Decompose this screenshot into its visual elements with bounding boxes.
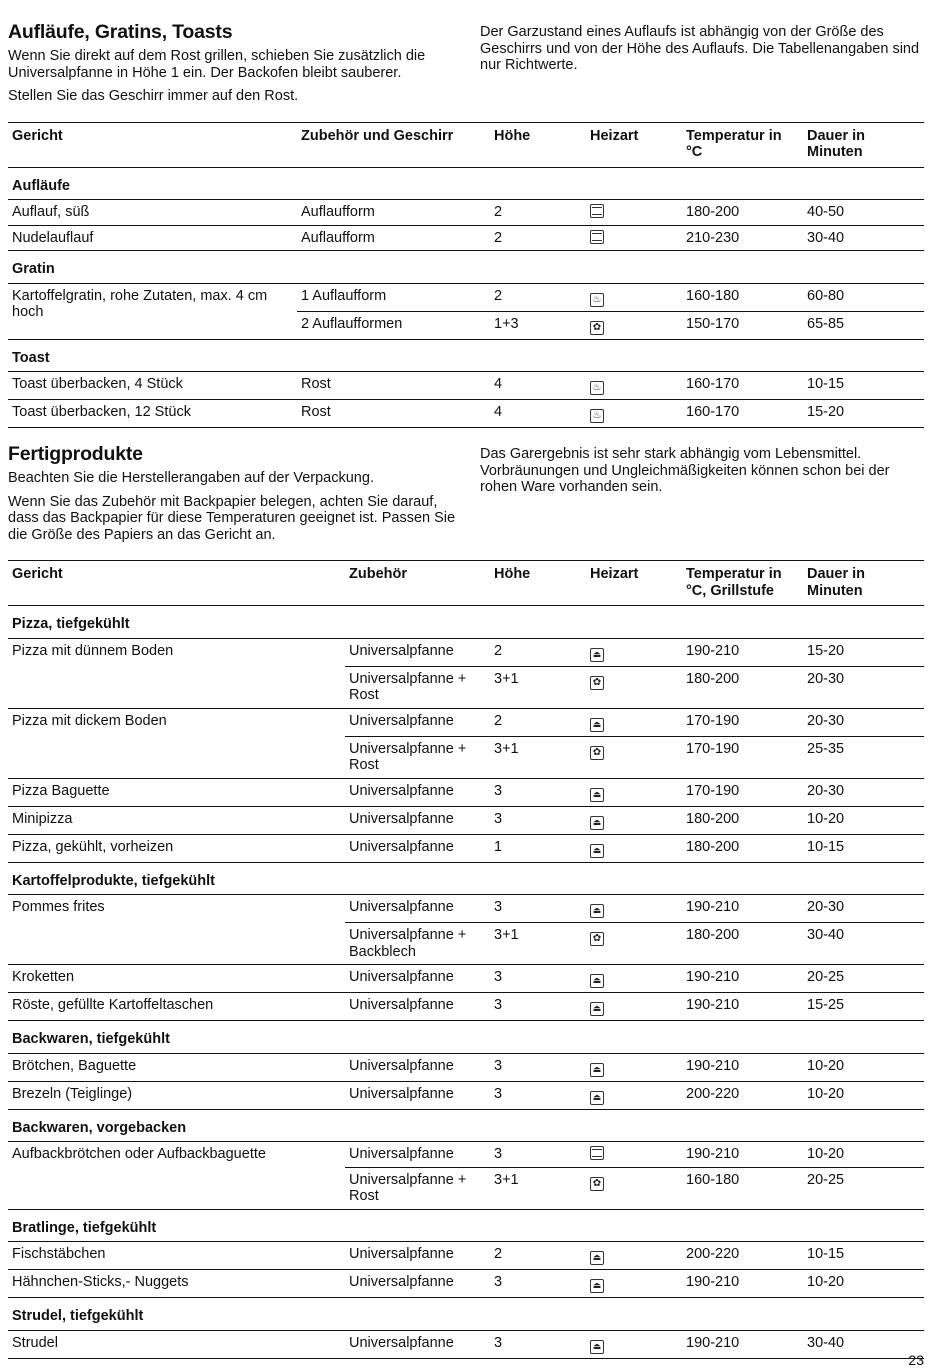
cell-temp: 160-180 — [686, 1171, 740, 1188]
table-row — [8, 1270, 924, 1298]
cell-temp: 180-200 — [686, 670, 740, 687]
table-row — [8, 993, 924, 1021]
table-row — [8, 834, 924, 862]
col-temperatur: Temperatur in °C, Grillstufe — [686, 566, 782, 599]
pizza-setting-icon — [590, 788, 604, 802]
hot-air-icon — [590, 321, 604, 335]
cell-level: 3 — [494, 782, 503, 799]
cell-time: 60-80 — [803, 283, 924, 311]
grill-fan-icon — [590, 381, 604, 395]
cell-dish: Kroketten — [12, 969, 75, 985]
cell-temp: 190-210 — [682, 638, 803, 666]
cell-time: 10-20 — [807, 1085, 845, 1102]
cell-accessory: Universalpfanne — [349, 1274, 454, 1290]
cell-accessory: Universalpfanne — [349, 810, 454, 827]
group-label: Strudel, tiefgekühlt — [12, 1308, 144, 1324]
col-gericht: Gericht — [12, 127, 63, 144]
cell-level: 3 — [494, 969, 503, 985]
cell-level: 2 — [494, 204, 503, 220]
cell-time: 10-15 — [807, 838, 845, 855]
cell-heat — [586, 400, 682, 428]
cell-level: 3+1 — [494, 1171, 519, 1188]
cell-dish: Strudel — [12, 1334, 58, 1351]
cell-level: 3 — [494, 1334, 503, 1351]
cell-dish: Brezeln (Teiglinge) — [12, 1085, 133, 1102]
pizza-setting-icon — [590, 1251, 604, 1265]
cell-accessory: Universalpfanne — [349, 1085, 454, 1102]
pizza-setting-icon — [590, 816, 604, 830]
pizza-setting-icon — [590, 844, 604, 858]
group-label: Backwaren, tiefgekühlt — [12, 1031, 170, 1047]
cell-temp: 180-200 — [686, 927, 740, 943]
cell-time: 20-30 — [807, 782, 845, 799]
intro-paragraph: Stellen Sie das Geschirr immer auf den Rost. — [8, 88, 299, 104]
pizza-setting-icon — [590, 1279, 604, 1293]
group-row — [8, 1209, 924, 1242]
pizza-setting-icon — [590, 1091, 604, 1105]
cell-accessory: Rost — [301, 376, 331, 392]
table-row — [8, 806, 924, 834]
group-row — [8, 339, 924, 372]
cell-heat — [586, 778, 682, 806]
pizza-setting-icon — [590, 1340, 604, 1354]
cell-heat — [586, 225, 682, 251]
group-label: Toast — [12, 349, 50, 366]
hot-air-icon — [590, 1177, 604, 1191]
cell-time: 30-40 — [807, 229, 845, 246]
cell-level: 4 — [494, 376, 503, 392]
group-row — [8, 1298, 924, 1331]
cell-time: 15-25 — [807, 997, 845, 1013]
table-row — [8, 1081, 924, 1109]
table-row — [8, 1053, 924, 1081]
section-title: Aufläufe, Gratins, Toasts — [8, 21, 233, 43]
col-hoehe: Höhe — [494, 127, 531, 144]
cell-accessory: Universalpfanne — [345, 708, 490, 736]
cell-heat — [586, 923, 682, 965]
pizza-setting-icon — [590, 718, 604, 732]
cell-accessory: 2 Auflaufformen — [301, 315, 403, 332]
intro-note: Das Garergebnis ist sehr stark abhängig vom Lebensmittel. Vorbräunungen und Ungleichmäßigkeiten können schon bei der rohen Ware vorhanden sein. — [480, 446, 890, 495]
col-heizart: Heizart — [590, 127, 639, 144]
cell-heat — [586, 806, 682, 834]
cell-dish: Pommes frites — [8, 895, 345, 965]
cell-dish: Pizza mit dünnem Boden — [8, 638, 345, 708]
table-row — [8, 1142, 924, 1168]
cell-level: 3 — [494, 1057, 503, 1074]
cell-dish: Fischstäbchen — [12, 1246, 106, 1262]
col-hoehe: Höhe — [494, 566, 531, 582]
intro-paragraph: Wenn Sie das Zubehör mit Backpapier belegen, achten Sie darauf, dass das Backpapier für diese Temperaturen geeignet ist. Passen Sie die Größe des Papiers an das Gericht an. — [8, 493, 456, 543]
cell-level: 4 — [494, 404, 503, 420]
table-row — [8, 372, 924, 400]
cell-accessory: Universalpfanne — [349, 838, 454, 855]
cell-heat — [586, 283, 682, 311]
cell-dish: Kartoffelgratin, rohe Zutaten, max. 4 cm hoch — [8, 283, 297, 339]
cell-level: 3+1 — [494, 927, 519, 943]
cell-heat — [586, 638, 682, 666]
page — [8, 0, 924, 1359]
cell-time: 10-20 — [807, 810, 845, 827]
hot-air-icon — [590, 676, 604, 690]
cell-time: 20-30 — [803, 895, 924, 923]
cell-heat — [586, 895, 682, 923]
cell-temp: 190-210 — [686, 997, 740, 1013]
cell-dish: Brötchen, Baguette — [12, 1057, 137, 1074]
cell-level: 3+1 — [494, 670, 519, 687]
cell-heat — [586, 1167, 682, 1209]
col-zubehoer: Zubehör und Geschirr — [301, 127, 454, 144]
pizza-setting-icon — [590, 904, 604, 918]
cell-level: 2 — [490, 283, 586, 311]
section-title: Fertigprodukte — [8, 443, 143, 465]
cell-temp: 160-180 — [682, 283, 803, 311]
cell-temp: 190-210 — [682, 1142, 803, 1168]
cell-level: 1+3 — [494, 315, 519, 332]
table-fertigprodukte — [8, 560, 924, 1359]
cell-level: 2 — [494, 229, 503, 246]
cell-dish: Aufbackbrötchen oder Aufbackbaguette — [8, 1142, 345, 1210]
cell-temp: 190-210 — [686, 969, 740, 985]
cell-dish: Nudelauflauf — [12, 229, 94, 246]
section-fertigprodukte — [8, 428, 924, 1359]
cell-time: 40-50 — [807, 204, 845, 220]
cell-temp: 190-210 — [686, 1334, 740, 1351]
cell-heat — [586, 1242, 682, 1270]
cell-accessory: Auflaufform — [301, 204, 375, 220]
cell-heat — [586, 311, 682, 339]
cell-level: 3 — [494, 1274, 503, 1290]
cell-accessory: Universalpfanne + Rost — [349, 1171, 467, 1204]
cell-accessory: Universalpfanne — [345, 1142, 490, 1168]
cell-temp: 160-170 — [686, 404, 740, 420]
hot-air-icon — [590, 746, 604, 760]
group-row — [8, 606, 924, 639]
cell-heat — [586, 736, 682, 778]
cell-temp: 180-200 — [686, 838, 740, 855]
top-bottom-heat-icon — [590, 204, 604, 218]
cell-time: 20-25 — [807, 969, 845, 985]
col-dauer: Dauer in Minuten — [807, 127, 866, 160]
cell-temp: 170-190 — [686, 782, 740, 799]
cell-temp: 200-220 — [686, 1246, 740, 1262]
cell-time: 15-20 — [803, 638, 924, 666]
cell-temp: 170-190 — [686, 740, 740, 757]
grill-fan-icon — [590, 293, 604, 307]
cell-level: 1 — [494, 838, 503, 855]
table-row — [8, 1242, 924, 1270]
cell-temp: 170-190 — [682, 708, 803, 736]
cell-time: 10-20 — [807, 1057, 845, 1074]
table-row — [8, 708, 924, 736]
cell-time: 20-30 — [803, 708, 924, 736]
cell-heat — [586, 834, 682, 862]
cell-time: 30-40 — [807, 927, 845, 943]
cell-time: 15-20 — [807, 404, 845, 420]
cell-time: 65-85 — [807, 315, 845, 332]
cell-accessory: 1 Auflaufform — [297, 283, 490, 311]
pizza-setting-icon — [590, 974, 604, 988]
cell-accessory: Universalpfanne — [349, 997, 454, 1013]
group-label: Kartoffelprodukte, tiefgekühlt — [12, 872, 216, 889]
table-row — [8, 225, 924, 251]
cell-time: 10-15 — [807, 1246, 845, 1262]
cell-temp: 180-200 — [686, 810, 740, 827]
cell-accessory: Universalpfanne + Rost — [349, 740, 467, 773]
cell-dish: Hähnchen-Sticks,- Nuggets — [12, 1274, 189, 1290]
cell-temp: 190-210 — [686, 1274, 740, 1290]
cell-dish: Pizza, gekühlt, vorheizen — [12, 838, 174, 855]
table-row — [8, 638, 924, 666]
col-dauer: Dauer in Minuten — [807, 566, 866, 599]
cell-level: 3+1 — [494, 740, 519, 757]
cell-dish: Auflauf, süß — [12, 204, 90, 220]
col-gericht: Gericht — [12, 566, 63, 582]
cell-time: 10-20 — [803, 1142, 924, 1168]
cell-level: 3 — [494, 997, 503, 1013]
cell-temp: 200-220 — [686, 1085, 740, 1102]
cell-time: 25-35 — [807, 740, 845, 757]
cell-level: 3 — [490, 1142, 586, 1168]
cell-temp: 210-230 — [686, 229, 740, 246]
group-row — [8, 167, 924, 200]
group-label: Aufläufe — [12, 177, 70, 194]
group-label: Backwaren, vorgebacken — [12, 1119, 187, 1136]
cell-dish: Röste, gefüllte Kartoffeltaschen — [12, 997, 214, 1013]
hot-air-icon — [590, 932, 604, 946]
cell-heat — [586, 993, 682, 1021]
cell-accessory: Rost — [301, 404, 331, 420]
cell-accessory: Universalpfanne — [349, 1057, 454, 1074]
table-row — [8, 895, 924, 923]
table-header — [8, 122, 924, 167]
cell-temp: 180-200 — [686, 204, 740, 220]
cell-accessory: Universalpfanne — [349, 1246, 454, 1262]
cell-heat — [586, 1053, 682, 1081]
cell-time: 30-40 — [807, 1334, 845, 1351]
top-bottom-heat-icon — [590, 1146, 604, 1160]
group-row — [8, 862, 924, 895]
cell-heat — [586, 708, 682, 736]
table-row — [8, 965, 924, 993]
group-row — [8, 251, 924, 284]
cell-accessory: Universalpfanne — [349, 1334, 454, 1351]
cell-time: 10-20 — [807, 1274, 845, 1290]
cell-heat — [586, 200, 682, 226]
table-row — [8, 778, 924, 806]
cell-level: 2 — [494, 1246, 503, 1262]
cell-accessory: Universalpfanne — [345, 638, 490, 666]
cell-accessory: Auflaufform — [301, 229, 375, 246]
cell-accessory: Universalpfanne — [349, 969, 454, 985]
group-label: Pizza, tiefgekühlt — [12, 616, 130, 632]
grill-fan-icon — [590, 409, 604, 423]
cell-level: 3 — [494, 810, 503, 827]
table-header — [8, 561, 924, 606]
table-auflaeufe — [8, 122, 924, 429]
col-zubehoer: Zubehör — [349, 566, 407, 582]
cell-temp: 160-170 — [686, 376, 740, 392]
cell-accessory: Universalpfanne — [345, 895, 490, 923]
page-number: 23 — [908, 1352, 924, 1368]
cell-heat — [586, 666, 682, 708]
cell-accessory: Universalpfanne + Rost — [349, 670, 467, 703]
cell-dish: Toast überbacken, 4 Stück — [12, 376, 183, 392]
group-row — [8, 1021, 924, 1054]
cell-heat — [586, 1081, 682, 1109]
col-heizart: Heizart — [590, 566, 639, 582]
cell-accessory: Universalpfanne + Backblech — [349, 927, 467, 960]
table-row — [8, 400, 924, 428]
table-row — [8, 283, 924, 311]
pizza-setting-icon — [590, 648, 604, 662]
cell-temp: 190-210 — [682, 895, 803, 923]
cell-heat — [586, 965, 682, 993]
cell-heat — [586, 1330, 682, 1358]
cell-time: 20-30 — [807, 670, 845, 687]
intro-paragraph: Beachten Sie die Herstellerangaben auf der Verpackung. — [8, 470, 374, 486]
pizza-setting-icon — [590, 1002, 604, 1016]
cell-heat — [586, 372, 682, 400]
cell-level: 2 — [490, 638, 586, 666]
cell-time: 20-25 — [807, 1171, 845, 1188]
section-auflaeufe — [8, 0, 924, 428]
cell-temp: 150-170 — [686, 315, 740, 332]
cell-heat — [586, 1270, 682, 1298]
cell-dish: Toast überbacken, 12 Stück — [12, 404, 191, 420]
cell-accessory: Universalpfanne — [349, 782, 454, 799]
group-label: Gratin — [12, 261, 55, 277]
cell-dish: Minipizza — [12, 810, 73, 827]
cell-time: 10-15 — [807, 376, 845, 392]
cell-heat — [586, 1142, 682, 1168]
cell-dish: Pizza Baguette — [12, 782, 110, 799]
intro-note: Der Garzustand eines Auflaufs ist abhängig von der Größe des Geschirrs und von der Höhe des Auflaufs. Die Tabellenangaben sind nur Richtwerte. — [480, 24, 920, 73]
group-label: Bratlinge, tiefgekühlt — [12, 1219, 157, 1236]
cell-level: 2 — [490, 708, 586, 736]
cell-level: 3 — [494, 1085, 503, 1102]
pizza-setting-icon — [590, 1063, 604, 1077]
cell-level: 3 — [490, 895, 586, 923]
top-bottom-heat-icon — [590, 230, 604, 244]
cell-dish: Pizza mit dickem Boden — [8, 708, 345, 778]
intro-paragraph: Wenn Sie direkt auf dem Rost grillen, schieben Sie zusätzlich die Universalpfanne in Höhe 1 ein. Der Backofen bleibt sauberer. — [8, 48, 426, 81]
col-temperatur: Temperatur in °C — [686, 127, 782, 160]
group-row — [8, 1109, 924, 1142]
table-row — [8, 200, 924, 226]
cell-temp: 190-210 — [686, 1057, 740, 1074]
table-row — [8, 1330, 924, 1358]
